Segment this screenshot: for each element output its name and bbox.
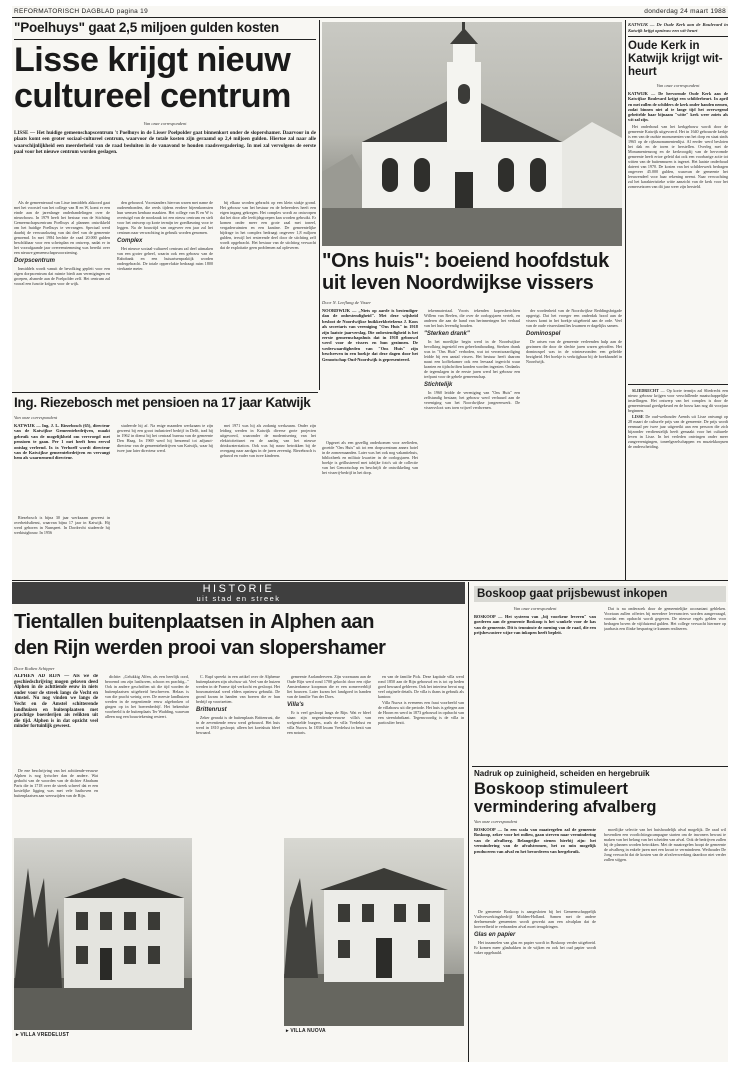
headline-line-1: "Ons huis": boeiend hoofdstuk bbox=[322, 250, 609, 272]
villa-vredelust-photo bbox=[14, 838, 192, 1030]
article-boskoop-inkopen bbox=[472, 584, 728, 764]
historie-banner bbox=[12, 582, 465, 604]
article-lisse bbox=[12, 20, 318, 390]
divider bbox=[628, 384, 728, 385]
column-2 bbox=[604, 827, 726, 1059]
kicker: Nadruk op zuinigheid, scheiden en hergebruik bbox=[474, 769, 650, 778]
column-2 bbox=[424, 308, 520, 578]
headline: Boskoop gaat prijsbewust inkopen bbox=[474, 586, 726, 602]
lead-paragraph: KATWIJK — De hervormde Oude Kerk aan de Katwijkse Boulevard krijgt een schilderbeurt. In april en mei zullen de schilders de kerk onder handen nemen, zodat binnen niet al te lange tijd het overwegend gebeitelde baar bijnaam "witte" kerk weer zoiets als wit zal zijn. bbox=[628, 91, 728, 123]
subheading: Dominospel bbox=[526, 331, 561, 337]
lead-paragraph: ALPHEN AD RIJN — Als we de geschiedschrijving mogen geloven deed Alphen in de achttiende eeuw in niets onder voor de streek langs de Vecht en Amstel. Nu nog vinden we langs de Vecht en de Amstel schitterende landhuizen en buitenplaatsen met prachtige boerderijen als relikten uit die tijd. Alphen is in dat opzicht veel minder fortuinlijk geweest. bbox=[14, 674, 98, 730]
text: Het nieuwe sociaal-cultureel centrum zal deel uitmaken van een groter geheel, waarin ook een gebouw van de Rabobank en een huisartsenpraktijk worden ondergebracht. De totale oppervlakte bedraagt ruim 1800 vierkante meter. bbox=[117, 246, 213, 271]
divider bbox=[628, 36, 728, 37]
church-photo bbox=[322, 22, 622, 246]
text: C. Rapf spreekt in een artikel over de Alphense buitenplaatsen zijn afschuw uit. Veel van de huizen werden in de Franse tijd verkocht en gesloopt. Het bouwmateriaal werd elders opnieuw gebruikt. De grond kwam in handen van boeren die er hun bedrijf op voortzetten. bbox=[196, 674, 280, 704]
caption-text: VILLA VREDELUST bbox=[20, 1032, 70, 1038]
headline-line-1: Boskoop stimuleert bbox=[474, 780, 629, 798]
column-3 bbox=[220, 423, 316, 577]
issue-date: donderdag 24 maart 1988 bbox=[644, 8, 726, 15]
subheading: Villa's bbox=[287, 702, 304, 708]
subheading: Glas en papier bbox=[474, 932, 516, 938]
text: bij elkaar worden gebracht op een klein stukje grond. Het gebouw van het bestuur en de beheerders heeft een eigen ingang gekregen. Het complex wordt zo ontworpen dat het door alle leeftijdsgroepen kan worden gebruikt. Er komen onder meer een grote zaal met toneel, vergaderruimten en een kantine. De gemeentelijke bijdrage in het complex bedraagt ongeveer 1,8 miljoen gulden, terwijl het resterende deel door de stichting zelf wordt opgebracht. Het bestuur van de stichting verwacht dat de exploitatie geen problemen zal opleveren. bbox=[220, 200, 316, 250]
column-2 bbox=[105, 674, 189, 836]
column-5 bbox=[378, 674, 464, 836]
text: De gemeente Boskoop is aangesloten bij het Gemeenschappelijk Vuilverwerkingsbedrijf Midden-Holland. Samen met de andere deelnemende gemeenten wordt gewerkt aan een afvalplan dat de hoeveelheid te verbranden afval moet terugdringen. bbox=[474, 909, 596, 929]
text: Villa Nuova is eveneens een fraai voorbeeld van de villabouw uit die periode. Het huis is gelegen aan de Hoorn en werd in 1873 gebouwd in opdracht van een steenfabrikant. Tegenwoordig is de villa in particulier bezit. bbox=[378, 700, 464, 726]
headline: Oude Kerk in Katwijk krijgt wit-heurt bbox=[628, 40, 723, 79]
column-1 bbox=[14, 768, 98, 836]
text: Inmiddels wordt vanuit de bevolking gepleit voor een eigen dorpscentrum dat ruimte biedt aan verenigingen en groepen, alsmede aan de Poelpolder zelf. Het centrum zal vooral een functie krijgen voor de wijk. bbox=[14, 266, 110, 286]
byline: Van onze correspondent bbox=[656, 83, 700, 89]
newspaper-page bbox=[12, 6, 728, 1062]
banner-label: HISTORIE bbox=[202, 583, 275, 595]
lead-paragraph: KATWIJK — Ing. J. L. Riezebosch (65), directeur van de Katwijkse Gemeentebedrijven, maakt gebruik van de mogelijkheid om vervroegd met pensioen te gaan. Per 1 mei heeft hem eervol ontslag verleend. Ir. ir. Verhoeff wordt directeur van de Katwijkse gemeentebedrijven en vervangt hem als waarnemend directeur. bbox=[14, 423, 110, 461]
paper-name: REFORMATORISCH DAGBLAD pagina 19 bbox=[14, 8, 148, 15]
column-rule bbox=[319, 20, 320, 390]
lead-paragraph: LISSE — Het huidige gemeenschapscentrum 't Poelhuys in de Lisser Poelpolder gaat binnenkort onder de slopershamer. Daarvoor in de plaats komt een groter sociaal-cultureel centrum, waarvoor de totale kosten zijn geraamd op 2,4 miljoen gulden. Hiertoe zal naar alle waarschijnlijkheid een meerderheid van de raad besluiten in de vanavond te houden raadsvergadering. In mei zal vervolgens de eerste paal voor het nieuwe centrum worden geslagen. bbox=[14, 130, 316, 155]
banner-sublabel: uit stad en streek bbox=[196, 594, 281, 603]
text: Het onderhoud van het kerkgebouw wordt door de gemeente Katwijk uitgevoerd. Het in 1640 gebouwde kerkje is een van de oudste monumenten van het dorp en staat sinds 1965 op de rijksmonumentenlijst. Al eerder werd besloten het dak en de toren te herstellen. Overleg met de Monumentenzorg en de kerkvoogdij van de hervormde gemeente heeft ertoe geleid dat ook een voorbarige actie tot witten van de buitenmuren is ingezet. Het laatste onderhoud dateert van 1970. De kosten van het schilderwerk bedragen ongeveer 45.000 gulden, waarvan de gemeente het leeuwendeel voor haar rekening neemt. Naar verwachting zal het karakteristieke witte aanzicht van de kerk voor het zomerseizoen van dit jaar weer zijn hersteld. bbox=[628, 124, 728, 190]
villa-nuova-photo bbox=[284, 838, 464, 1026]
column-rule bbox=[468, 582, 469, 1062]
text: Als de gemeenteraad van Lisse inmiddels akkoord gaat met het voorstel van het college van B en W, komt er een einde aan de jarenlange onderhandelingen over de nieuwbouw. In 1979 heeft het bestuur van de Stichting Gemeenschapscentrum Poelhuys al plannen ontwikkeld om het huidige Poelhuys te vervangen. Speciaal werd daarbij de verwaarlozing van dat deel van de gemeente genoemd. In mei 1984 hechtte de raad 20.000 gulden beschikbaar voor een schetsplan en ontwerp, nadat er in het voorafgaande jaar overeenstemming was bereikt over een nieuwe gemeenschapsvoorziening. bbox=[14, 200, 110, 255]
text: en van de familie Pick. Deze kapitale villa werd rond 1850 aan de Rijn gebouwd en is tot op heden goed bewaard gebleven. Ook het interieur bevat nog veel originele details. De villa is thans in gebruik als kantoor. bbox=[378, 674, 464, 699]
headline: Ing. Riezebosch met pensioen na 17 jaar Katwijk bbox=[14, 395, 311, 410]
page-header bbox=[12, 6, 728, 18]
body-text bbox=[628, 124, 728, 274]
subheading: "Sterken drank" bbox=[424, 331, 470, 337]
subheading: Complex bbox=[117, 238, 143, 244]
divider bbox=[12, 580, 728, 581]
lead-paragraph: NOORDWIJK — „Niets op aarde is bestendiger dan de onbestendigheid". Met deze wijsheid besloot de Noordwijkse buikkerkbriefzeuz J. Koos als secretaris van vereniging "Ons Huis" in 1918 zijn laatste jaarverslag. Die onbestendigheid is het eerste gemeenschapshuis dat in 1918 gebouwd werd voor de vissers en hun gezinnen. De wederwaardigheden van "Ons Huis" zijn beschreven in een boekje dat deze dagen door het Genootschap Oud-Noordwijk is gepresenteerd. bbox=[322, 308, 418, 362]
text: Riezebosch is bijna 30 jaar werkzaam geweest in overheidsdienst, waarvan bijna 17 jaar in Katwijk. Hij werd geboren in Nunspeet. In Dordrecht studeerde hij werktuigbouw. In 1956 bbox=[14, 515, 110, 535]
byline: Door Rodien Schipper bbox=[14, 666, 55, 671]
text: Dat is na onderzoek door de gemeentelijke accountant gebleken. Voortaan zullen offertes bij meerdere leveranciers worden aangevraagd, voordat een opdracht wordt gegeven. De nieuwe regels gelden voor bedragen boven de vijfduizend gulden. Het college verwacht hiermee op jaarbasis een flinke besparing te kunnen realiseren. bbox=[604, 606, 726, 631]
byline: Van onze correspondent bbox=[14, 415, 58, 420]
column-1 bbox=[474, 909, 596, 1059]
byline: Van onze correspondent bbox=[513, 606, 557, 611]
column-4 bbox=[287, 674, 371, 836]
text: studeerde hij af. Na enige maanden werkzaam te zijn geweest bij een groot industrieel bedrijf in Delft, trad hij in 1962 in dienst bij het centraal bureau van de gemeente Den Haag. In 1969 werd hij benoemd tot adjunct-directeur van de gemeentebedrijven van Katwijk, waar hij twee jaar later directeur werd. bbox=[117, 423, 213, 453]
text: De ene beschrijving van het achttiende-eeuwse Alphen is nog lyrischer dan de andere. Wat gedacht van de woorden van de dichter Abraham Paris die in 1718 over de streek schreef dat er een kostelijke ligging was met vele lusthoven en buitenplaatsen aan weerszijden van de Rijn. bbox=[14, 768, 98, 798]
text: mei 1971 was hij als zodanig werkzaam. Onder zijn leiding werden in Katwijk diverse grote projecten uitgevoerd, waaronder de modernisering van het elektriciteitsnet en de aanleg van het nieuwe drinkwaterstation. Ook was hij nauw betrokken bij de overgang naar aardgas in de jaren zeventig. Riezebosch is gehuwd en vader van twee kinderen. bbox=[220, 423, 316, 458]
caption-text: VILLA NUOVA bbox=[290, 1028, 326, 1034]
headline-line-2: vermindering afvalberg bbox=[474, 798, 657, 816]
headline-line-1: Lisse krijgt nieuw bbox=[14, 41, 291, 79]
subheading: Dorpscentrum bbox=[14, 258, 56, 264]
caption-vredelust: ▸ VILLA VREDELUST bbox=[16, 1032, 70, 1038]
brief-sliedrecht: SLIEDRECHT — Op korte termijn zal Sliedrecht een nieuw gebouw krijgen voor verschillende maatschappelijke instellingen. Het ontwerp van het complex is door de gemeenteraad goedgekeurd en de bouw kan nog dit voorjaar beginnen. bbox=[628, 388, 728, 413]
article-riezebosch bbox=[12, 395, 318, 579]
headline-line-1: Tientallen buitenplaatsen in Alphen aan bbox=[14, 611, 375, 633]
villa-nuova-illustration bbox=[284, 838, 464, 1026]
headline-line-2: uit leven Noordwijkse vissers bbox=[322, 272, 594, 294]
brief-text: Op korte termijn zal Sliedrecht een nieuw gebouw krijgen voor verschillende maatschappelijke instellingen. Het ontwerp van het complex is door de gemeenteraad goedgekeurd en de bouw kan nog dit voorjaar beginnen. bbox=[628, 388, 728, 413]
article-oude-kerk bbox=[628, 22, 728, 382]
column-3 bbox=[196, 674, 280, 836]
subheading: Stichtelijk bbox=[424, 382, 453, 388]
text: Het inzamelen van glas en papier wordt in Boskoop verder uitgebreid. Er komen meer glasbakken in de wijken en ook het oud papier wordt vaker opgehaald. bbox=[474, 940, 596, 955]
text: De artsen van de gemeente verleenden hulp aan de gezinnen die door de slechte jaren waren getroffen. Het dominospel was in de winteravonden een geliefde bezigheid. Het boekje is verkrijgbaar bij de boekhandel in Noordwijk. bbox=[526, 339, 622, 364]
text: In 1960 leidde de vereniging van "Ons Huis" een zelfstandig bestaan; het gebouw werd verhuurd aan de vereniging van het Noordwijkse jongerenwerk. De vissersvloot was toen vrijwel verdwenen. bbox=[424, 390, 520, 410]
text: moeilijke selectie van het huishoudelijk afval mogelijk. De raad wil bovendien een voorlichtingscampagne starten om de inwoners bewust te maken van het belang van het scheiden van afval. Ook de bedrijven zullen bij de plannen worden betrokken. Met de maatregelen hoopt de gemeente de afvalberg in enkele jaren met een kwart te verminderen. Wethouder De Jong verwacht dat de kosten van de afvalverwerking daardoor niet verder zullen stijgen. bbox=[604, 827, 726, 862]
text: gemeente Aarlanderveen. Zijn voornaam aan de Oude Rijn werd rond 1700 gekocht door een rijke Amsterdamse koopman die er een zomerverblijf liet bouwen. Later kwam het landgoed in handen van de familie Van der Does. bbox=[287, 674, 371, 699]
text: Zeker geraakt is de buitenplaats Brittenrust, die in de zeventiende eeuw werd gebouwd. Het huis werd in 1810 gesloopt; alleen het koetshuis bleef bewaard. bbox=[196, 715, 280, 735]
text: Er is veel gesloopt langs de Rijn. Wat er bleef staan zijn negentiende-eeuwse villa's van welgestelde burgers, zoals de villa Vredelust en villa Nuova. In 1838 kwam Vredelust in bezit van een notaris. bbox=[287, 710, 371, 735]
church-illustration bbox=[322, 22, 622, 246]
column-1 bbox=[14, 515, 110, 577]
headline-line-2: cultureel centrum bbox=[14, 77, 291, 115]
article-ons-huis bbox=[322, 250, 622, 580]
kicker: "Poelhuys" gaat 2,5 miljoen gulden kosten bbox=[14, 20, 279, 35]
column-1 bbox=[322, 440, 418, 578]
lead-paragraph: BOSKOOP — Het systeem van „bij voorkeur leveren" van goederen aan de gemeente Boskoop is het wankele voor de kas van de gemeente. Dit is tenminste de mening van de raad, die een prijsbewustere wijze van inkopen heeft bepleit. bbox=[474, 614, 596, 636]
brief-label: SLIEDRECHT bbox=[632, 388, 659, 393]
villa-vredelust-illustration bbox=[14, 838, 192, 1030]
headline-line-2: den Rijn werden prooi van slopershamer bbox=[14, 637, 386, 659]
column-1 bbox=[14, 200, 110, 388]
brief-label: LISSE bbox=[632, 414, 644, 420]
column-3 bbox=[220, 200, 316, 388]
text: Opgezet als een gezellig onderkomen voor zeelieden, groeide "Ons Huis" uit tot een dorpscentrum annex hotel in de zomermaanden. Later was het ook nog vakantiehuis, bibliotheek en militair kwartier in de oorlogsjaren. Het boekje is geïllustreerd met talrijke foto's uit de collectie van het Genootschap en beschrijft de ontwikkeling van het visserij-bedrijf in het dorp. bbox=[322, 440, 418, 475]
column-rule bbox=[625, 20, 626, 580]
divider bbox=[14, 39, 316, 40]
column-2 bbox=[117, 423, 213, 577]
column-2 bbox=[604, 606, 726, 762]
article-boskoop-afval bbox=[472, 769, 728, 1062]
divider bbox=[472, 766, 728, 767]
brief-lisse bbox=[628, 414, 728, 449]
lead-paragraph: BOSKOOP — In een scala van maatregelen zal de gemeente Boskoop, zeker voor het milieu, gaan streven naar vermindering van de afvalberg. Belangrijke stenen hierbij zijn: het vermindering van de afvalstromen, het zo min mogelijk produceren van afval en het bevorderen van hergebruik. bbox=[474, 827, 596, 854]
text: In het moeilijke begin werd in de Noordwijkse bevolking ingesteld een geheelonthouding. Sterken drank was in "Ons Huis" verboden, wat tot verontwaardiging leidde bij een aantal vissers. Het bestuur heeft daarom naast een koffiekamer ook een leeszaal ingericht waar kranten en tijdschriften konden worden ingezien. Ondanks de tegenslagen in de eerste jaren werd het gebouw een trefpunt voor de gehele gemeenschap. bbox=[424, 339, 520, 379]
divider bbox=[12, 392, 318, 393]
kicker: KATWIJK — De Oude Kerk aan de Boulevard in Katwijk krijgt opnieuw een wit-heurt bbox=[628, 22, 728, 33]
subheading: Brittenrust bbox=[196, 707, 227, 713]
text: tekenmateriaal. Voorts tekenden kopersberichten Willem van Beelen, die over de oorlogsjaren vertelt, en anderen die aan de hand van herinneringen het verhaal van het huis levendig houden. bbox=[424, 308, 520, 328]
brief-text: De oud-wethouder Arends uit Lisse ontvangt op 28 maart de culturele prijs van de gemeente. De prijs wordt eenmaal per twee jaar uitgereikt aan een persoon die zich bijzonder verdienstelijk heeft gemaakt voor het culturele leven in Lisse. In het verleden ontvingen onder meer zangverenigingen, toneelgezelschappen en muziekkorpsen de onderscheiding. bbox=[628, 414, 728, 450]
caption-nuova: ▸ VILLA NUOVA bbox=[286, 1028, 326, 1034]
column-2 bbox=[117, 200, 213, 388]
byline: Door N. Leeflang de Visser bbox=[322, 300, 372, 305]
text: den gebouwd. Voorstanders hiervan waren met name de ouderenbonden, die reeds tijdens eerdere bijeenkomsten hun wensen kenbaar maakten. Het college van B en W is overtuigd van de noodzaak tot een nieuw centrum en stelt voor het ontwerp op korte termijn ter goedkeuring voor te leggen. Na de bouwtijd van ongeveer een jaar zal het centrum naar verwachting in gebruik worden genomen. bbox=[117, 200, 213, 235]
column-3 bbox=[526, 308, 622, 578]
text: dichtte: „Gelukkig Alfen, als een heerlijk oord, beroemd om zijn lusthoven, schoon en prachtig..." Ook in andere geschriften uit die tijd worden de buitenplaatsen uitgebreid beschreven. Helaas is van die pracht weinig over. De meeste landhuizen werden in de negentiende eeuw afgebroken of gingen op in het boerenbedrijf. Het bekendste voorbeeld is de buitenplaats Ter Wadding, waarvan alleen nog een bouwtekening resteert. bbox=[105, 674, 189, 719]
byline: Van onze correspondent bbox=[474, 819, 518, 824]
byline: Van onze correspondent bbox=[143, 121, 187, 126]
briefs bbox=[628, 388, 728, 578]
text: der wordenheid van de Noordwijkse Reddingsbrigade opgerigt. Dat het vroeger een onderdak bood aan de vissers komt in het boekje uitgebreid aan de orde. Veel van de oude vissersfamilies kwamen er dagelijks samen. bbox=[526, 308, 622, 328]
